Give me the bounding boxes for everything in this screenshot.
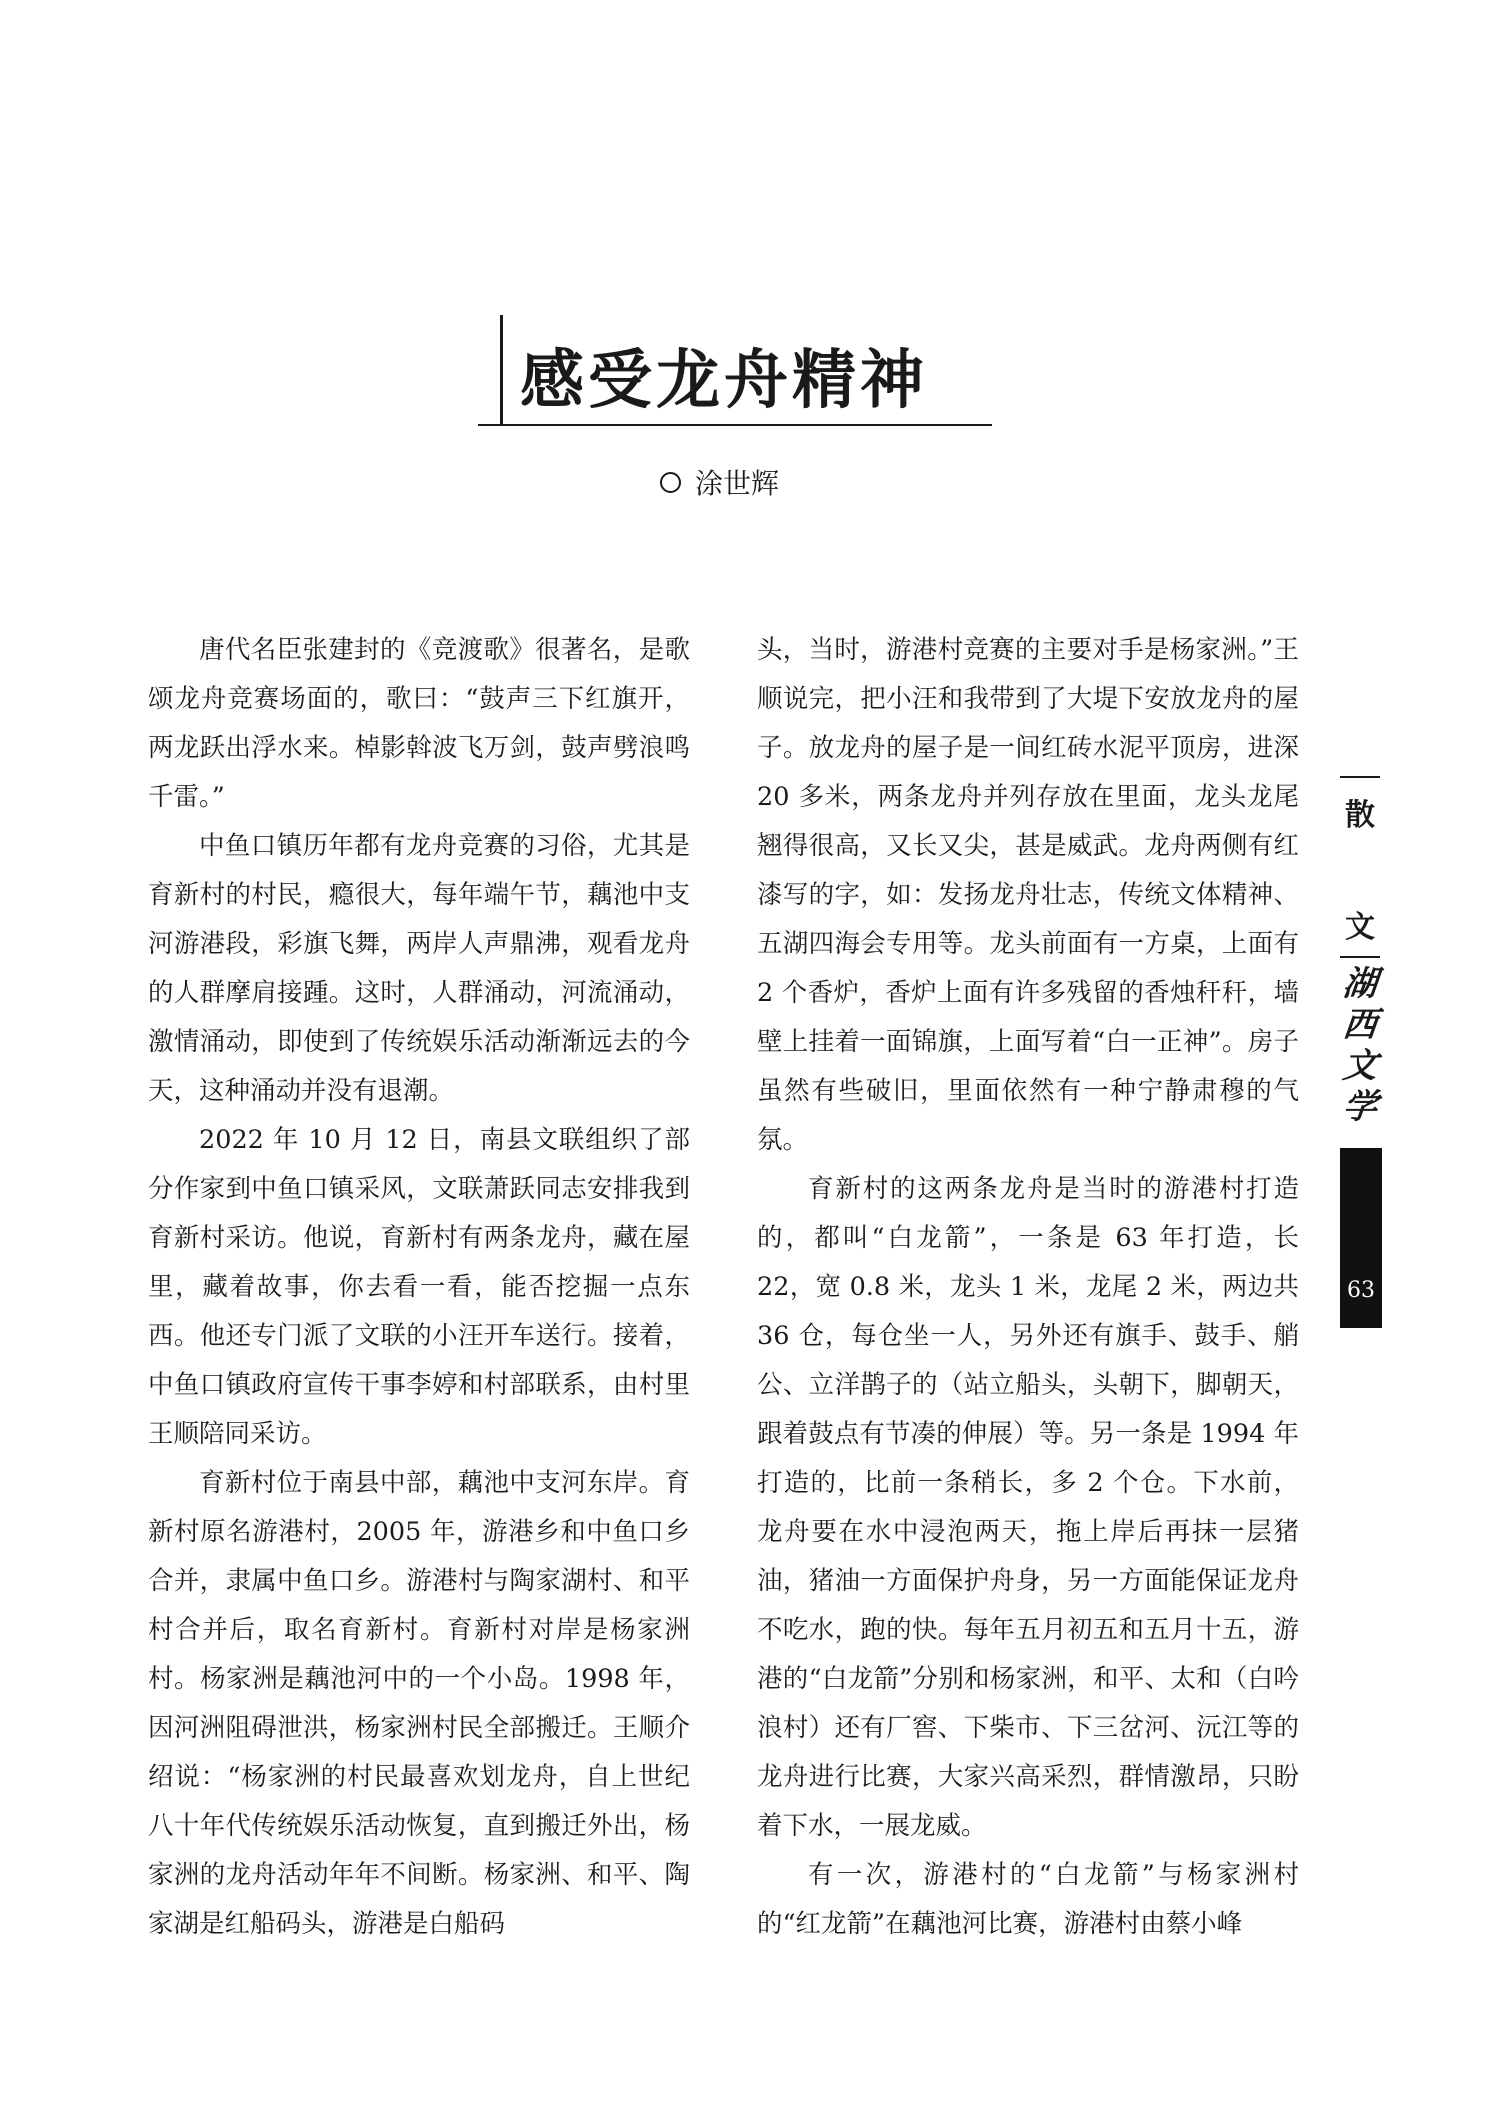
section-genre-char: 文 (1345, 910, 1375, 945)
title-block (478, 315, 992, 427)
left-column (148, 626, 690, 1949)
paragraph: 中鱼口镇历年都有龙舟竞赛的习俗，尤其是育新村的村民，瘾很大，每年端午节，藕池中支河游港段，彩旗飞舞，两岸人声鼎沸，观看龙舟的人群摩肩接踵。这时，人群涌动，河流涌动，激情涌动，即使到了传统娱乐活动渐渐远去的今天，这种涌动并没有退潮。 (148, 831, 690, 1106)
paragraph: 育新村位于南县中部，藕池中支河东岸。育新村原名游港村，2005 年，游港乡和中鱼口乡合并，隶属中鱼口乡。游港村与陶家湖村、和平村合并后，取名育新村。育新村对岸是杨家洲村。杨家洲是藕池河中的一个小岛。1998 年，因河洲阻碍泄洪，杨家洲村民全部搬迁。王顺介绍说：“杨家洲的村民最喜欢划龙舟，自上世纪八十年代传统娱乐活动恢复，直到搬迁外出，杨家洲的龙舟活动年年不间断。杨家洲、和平、陶家湖是红船码头，游港是白船码 (148, 1468, 690, 1939)
article-title: 感受龙舟精神 (520, 344, 928, 418)
journal-logo-char: 文 (1340, 1046, 1380, 1086)
byline (660, 462, 779, 502)
page-number: 63 (1347, 1278, 1375, 1303)
paragraph: 2022 年 10 月 12 日，南县文联组织了部分作家到中鱼口镇采风，文联萧跃同志安排我到育新村采访。他说，育新村有两条龙舟，藏在屋里，藏着故事，你去看一看，能否挖掘一点东西。他还专门派了文联的小汪开车送行。接着，中鱼口镇政府宣传干事李婷和村部联系，由村里王顺陪同采访。 (148, 1125, 690, 1449)
paragraph: 育新村的这两条龙舟是当时的游港村打造的，都叫“白龙箭”，一条是 63 年打造，长 22，宽 0.8 米，龙头 1 米，龙尾 2 米，两边共 36 仓，每仓坐一人，另外还有旗手、鼓手、艄公、立洋鹊子的（站立船头，头朝下，脚朝天，跟着鼓点有节凑的伸展）等。另一条是 1994 年打造的，比前一条稍长，多 2 个仓。下水前，龙舟要在水中浸泡两天，拖上岸后再抹一层猪油，猪油一方面保护舟身，另一方面能保证龙舟不吃水，跑的快。每年五月初五和五月十五，游港的“白龙箭”分别和杨家洲，和平、太和（白吟浪村）还有厂窖、下柴市、下三岔河、沅江等的龙舟进行比赛，大家兴高采烈，群情激昂，只盼着下水，一展龙威。 (757, 1174, 1299, 1841)
section-genre-char: 散 (1345, 798, 1375, 833)
journal-logo-char: 西 (1340, 1005, 1380, 1045)
section-tab-top-rule (1340, 776, 1380, 778)
author-name: 涂世辉 (695, 467, 780, 500)
section-tab-divider (1340, 956, 1380, 958)
journal-logo-char: 湖 (1340, 964, 1380, 1004)
title-horizontal-rule (478, 424, 992, 426)
circle-mark-icon (660, 472, 681, 493)
paragraph: 头，当时，游港村竞赛的主要对手是杨家洲。”王顺说完，把小汪和我带到了大堤下安放龙舟的屋子。放龙舟的屋子是一间红砖水泥平顶房，进深 20 多米，两条龙舟并列存放在里面，龙头龙尾翘得很高，又长又尖，甚是威武。龙舟两侧有红漆写的字，如：发扬龙舟壮志，传统文体精神、五湖四海会专用等。龙头前面有一方桌，上面有 2 个香炉，香炉上面有许多残留的香烛秆秆，墙壁上挂着一面锦旗，上面写着“白一正神”。房子虽然有些破旧，里面依然有一种宁静肃穆的气氛。 (757, 635, 1299, 1155)
paragraph: 唐代名臣张建封的《竞渡歌》很著名，是歌颂龙舟竞赛场面的，歌曰：“鼓声三下红旗开，两龙跃出浮水来。棹影斡波飞万剑，鼓声劈浪鸣千雷。” (148, 635, 690, 812)
right-column (757, 626, 1299, 1949)
title-vertical-rule (500, 315, 503, 425)
page-number-tab (1340, 1148, 1382, 1328)
paragraph: 有一次，游港村的“白龙箭”与杨家洲村的“红龙箭”在藕池河比赛，游港村由蔡小峰 (757, 1860, 1299, 1939)
journal-logo-char: 学 (1340, 1087, 1380, 1127)
journal-logo (1340, 964, 1380, 1134)
